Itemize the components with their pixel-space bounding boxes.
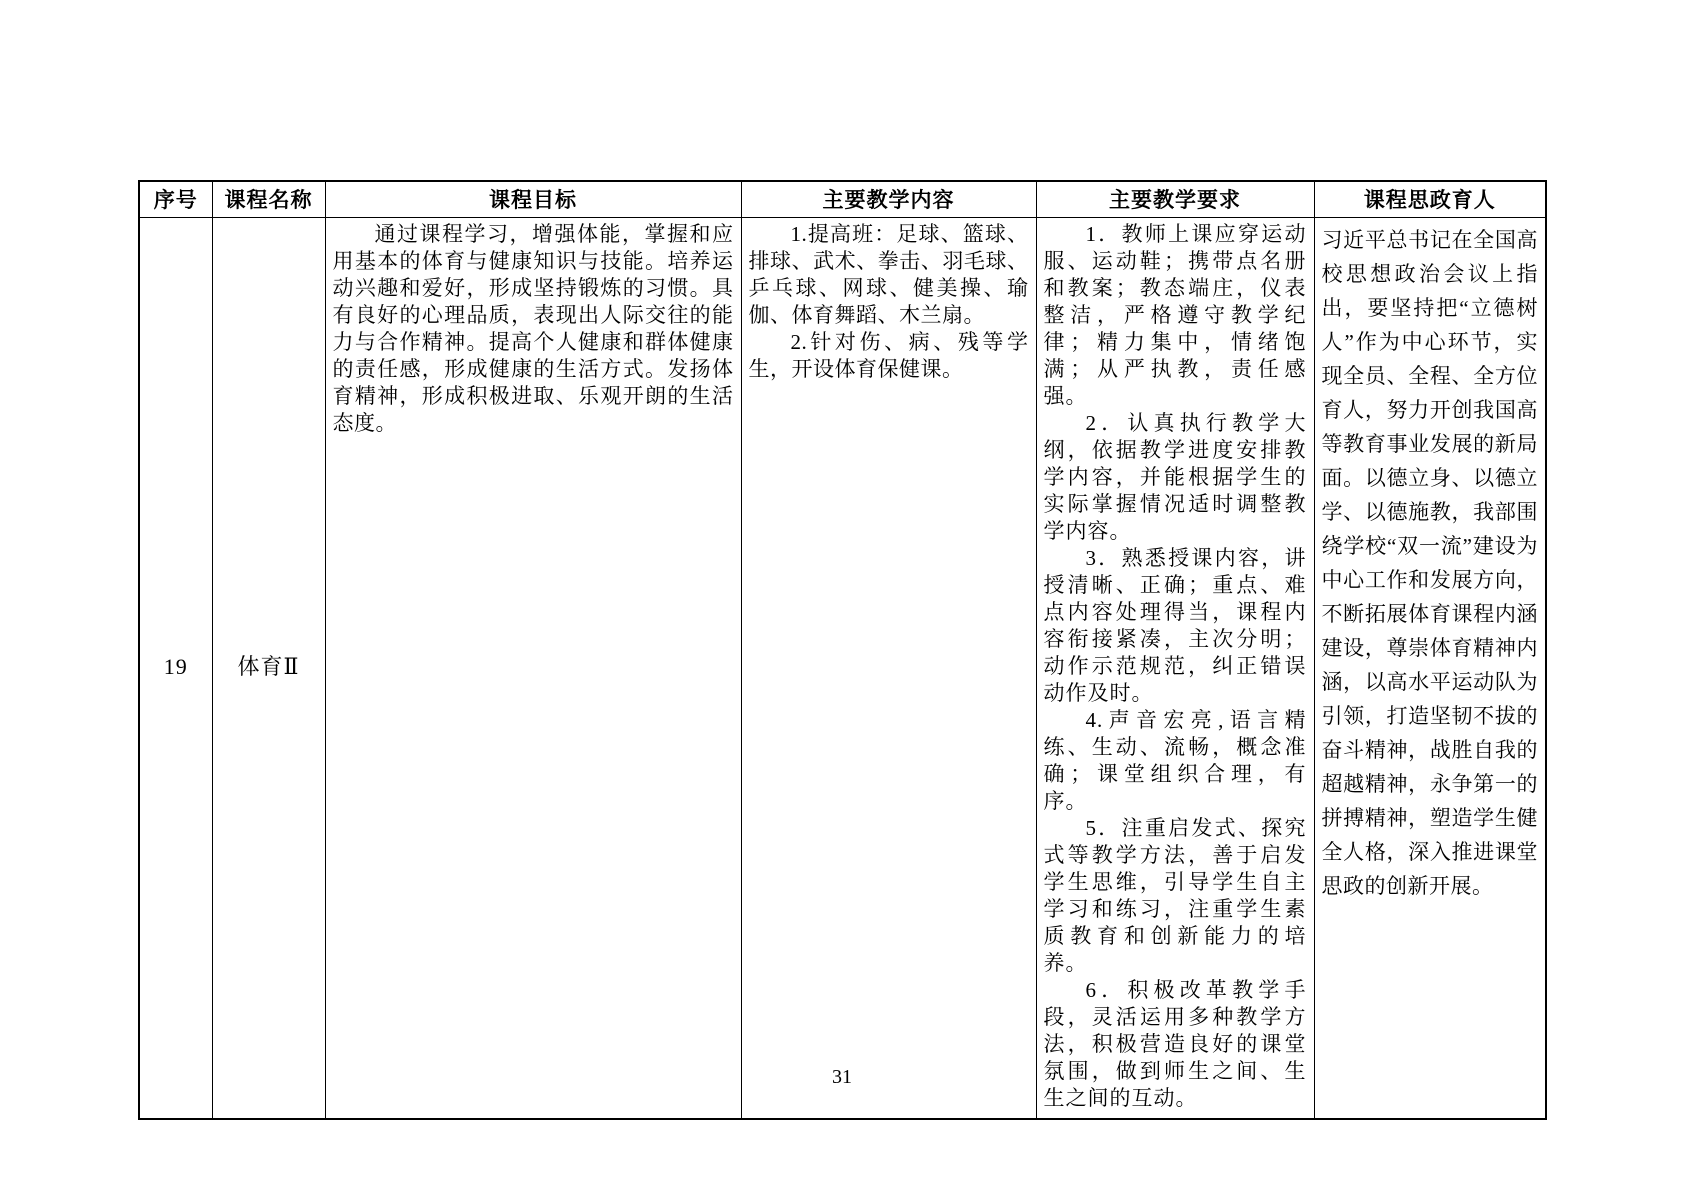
ideology-paragraph: 习近平总书记在全国高校思想政治会议上指出，要坚持把“立德树人”作为中心环节，实现全员、全程、全方位育人，努力开创我国高等教育事业发展的新局面。以德立身、以德立学、以德施教，我部围绕学校“双一流”建设为中心工作和发展方向，不断拓展体育课程内涵建设，尊崇体育精神内涵，以高水平运动队为引领，打造坚韧不拔的奋斗精神，战胜自我的超越精神，永争第一的拼搏精神，塑造学生健全人格，深入推进课堂思政的创新开展。 xyxy=(1321,227,1538,898)
col-header-course-objectives: 课程目标 xyxy=(325,181,741,217)
header-row xyxy=(139,181,1546,217)
requirement-paragraph-5: 5．注重启发式、探究式等教学方法，善于启发学生思维，引导学生自主学习和练习，注重学生素质教育和创新能力的培养。 xyxy=(1043,815,1307,975)
requirement-paragraph-4: 4.声音宏亮,语言精练、生动、流畅，概念准确；课堂组织合理，有序。 xyxy=(1043,707,1307,813)
requirement-paragraph-3: 3．熟悉授课内容，讲授清晰、正确；重点、难点内容处理得当，课程内容衔接紧凑，主次分明；动作示范规范，纠正错误动作及时。 xyxy=(1043,545,1307,705)
cell-teaching-requirements xyxy=(1036,217,1314,1119)
content-paragraph-2: 2.针对伤、病、残等学生，开设体育保健课。 xyxy=(748,329,1029,381)
objectives-paragraph: 通过课程学习，增强体能，掌握和应用基本的体育与健康知识与技能。培养运动兴趣和爱好，形成坚持锻炼的习惯。具有良好的心理品质，表现出人际交往的能力与合作精神。提高个人健康和群体健康的责任感，形成健康的生活方式。发扬体育精神，形成积极进取、乐观开朗的生活态度。 xyxy=(332,221,734,435)
course-syllabus-table xyxy=(138,180,1547,1120)
table-row xyxy=(139,217,1546,1119)
cell-teaching-content xyxy=(741,217,1036,1119)
col-header-course-name: 课程名称 xyxy=(212,181,325,217)
col-header-teaching-content: 主要教学内容 xyxy=(741,181,1036,217)
requirement-paragraph-2: 2．认真执行教学大纲，依据教学进度安排教学内容，并能根据学生的实际掌握情况适时调整教学内容。 xyxy=(1043,410,1307,543)
col-header-serial-number: 序号 xyxy=(139,181,212,217)
col-header-teaching-requirements: 主要教学要求 xyxy=(1036,181,1314,217)
cell-ideology-education xyxy=(1314,217,1546,1119)
cell-serial-number: 19 xyxy=(139,217,212,1119)
requirement-paragraph-6: 6．积极改革教学手段，灵活运用多种教学方法，积极营造良好的课堂氛围，做到师生之间、生生之间的互动。 xyxy=(1043,977,1307,1110)
cell-course-objectives xyxy=(325,217,741,1119)
content-paragraph-1: 1.提高班：足球、篮球、排球、武术、拳击、羽毛球、乒乓球、网球、健美操、瑜伽、体育舞蹈、木兰扇。 xyxy=(748,221,1029,327)
col-header-ideology-education: 课程思政育人 xyxy=(1314,181,1546,217)
cell-course-name: 体育Ⅱ xyxy=(212,217,325,1119)
requirement-paragraph-1: 1．教师上课应穿运动服、运动鞋；携带点名册和教案；教态端庄，仪表整洁，严格遵守教学纪律；精力集中，情绪饱满；从严执教，责任感强。 xyxy=(1043,221,1307,408)
page-number: 31 xyxy=(832,1066,852,1088)
